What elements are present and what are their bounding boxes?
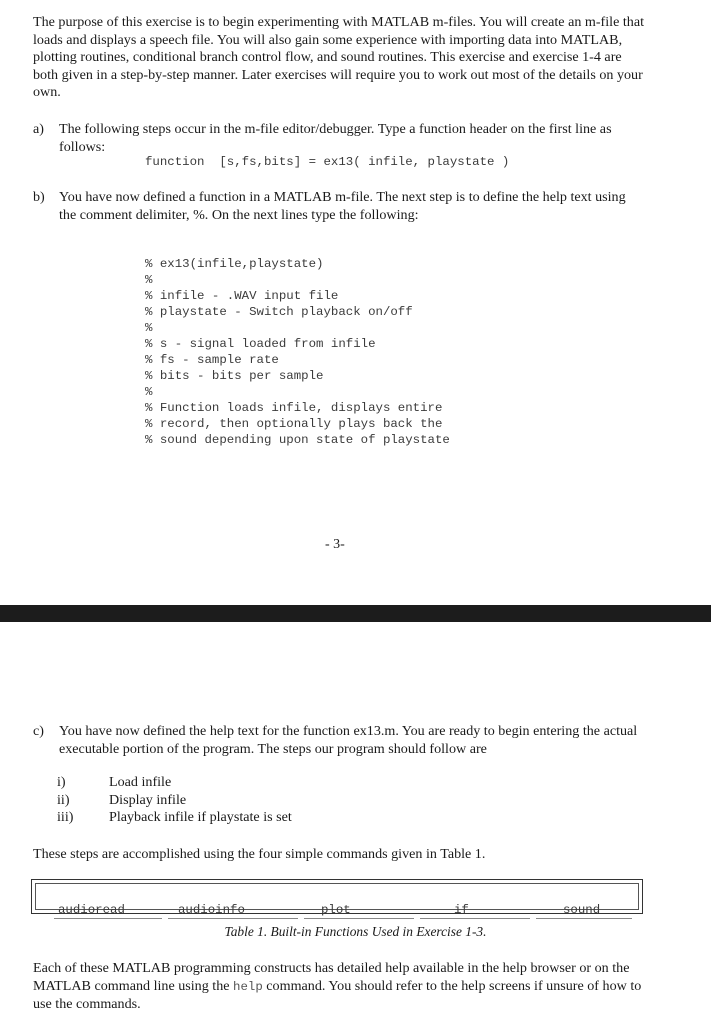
step-a-text: The following steps occur in the m-file editor/debugger. Type a function header on the first line as follows: <box>59 121 612 155</box>
table-cell-underline <box>304 918 414 919</box>
help-line: % fs - sample rate <box>145 353 279 367</box>
list-item-text: Load infile <box>109 774 172 790</box>
steps-note: These steps are accomplished using the four simple commands given in Table 1. <box>33 846 486 862</box>
table-cell-plot: plot <box>321 903 351 917</box>
help-line: % <box>145 385 153 399</box>
function-header-code: function [s,fs,bits] = ex13( infile, playstate ) <box>145 155 510 169</box>
table-cell-audioinfo: audioinfo <box>178 903 245 917</box>
final-note-text: Each of these MATLAB programming constructs has detailed help available in the help browser or on the MATLAB command line using the <box>33 960 630 994</box>
document-page-4 <box>0 622 711 1024</box>
help-line: % playstate - Switch playback on/off <box>145 305 413 319</box>
step-b-label: b) <box>33 189 45 205</box>
help-line: % <box>145 321 153 335</box>
help-line: % ex13(infile,playstate) <box>145 257 324 271</box>
table-cell-if: if <box>454 903 469 917</box>
help-command-inline: help <box>233 979 263 994</box>
help-line: % Function loads infile, displays entire <box>145 401 443 415</box>
table-cell-underline <box>54 918 162 919</box>
table-cell-sound: sound <box>563 903 601 917</box>
list-item-number: ii) <box>57 791 70 808</box>
step-c-label: c) <box>33 723 44 739</box>
final-note-text-end: command. You should refer to the help screens if unsure of how to use the commands. <box>33 977 642 1013</box>
functions-table <box>31 879 643 917</box>
table-cell-underline <box>420 918 530 919</box>
step-a-label: a) <box>33 121 44 137</box>
help-text-code-block <box>145 256 450 448</box>
table-cell-underline <box>536 918 632 919</box>
list-item-number: i) <box>57 774 66 790</box>
help-line: % <box>145 273 153 287</box>
table-cell-underline <box>168 918 298 919</box>
help-line: % infile - .WAV input file <box>145 289 339 303</box>
list-item-number: iii) <box>57 809 74 826</box>
table-caption: Table 1. Built-in Functions Used in Exercise 1-3. <box>224 924 487 939</box>
intro-paragraph: The purpose of this exercise is to begin experimenting with MATLAB m-files. You will create an m-file that loads and displays a speech file. You will also gain some experience with importing data into MATLAB, plotting routines, conditional branch control flow, and sound routines. This exercise and exercise 1-4 are both given in a step-by-step manner. Later exercises will require you to work out most of the details on your own. <box>33 14 644 101</box>
step-c-text: You have now defined the help text for the function ex13.m. You are ready to begin entering the actual executable portion of the program. The steps our program should follow are <box>59 723 638 757</box>
page-separator <box>0 605 711 622</box>
list-item-text: Playback infile if playstate is set <box>109 809 292 826</box>
step-b-text: You have now defined a function in a MATLAB m-file. The next step is to define the help text using the comment delimiter, %. On the next lines type the following: <box>59 189 626 223</box>
list-item-text: Display infile <box>109 791 187 808</box>
help-line: % sound depending upon state of playstate <box>145 433 450 447</box>
help-line: % s - signal loaded from infile <box>145 337 376 351</box>
table-inner-border <box>35 883 639 917</box>
table-cell-audioread: audioread <box>58 903 125 917</box>
help-line: % bits - bits per sample <box>145 369 324 383</box>
help-line: % record, then optionally plays back the <box>145 417 443 431</box>
final-note <box>33 960 645 1014</box>
page-number: - 3- <box>325 537 345 552</box>
